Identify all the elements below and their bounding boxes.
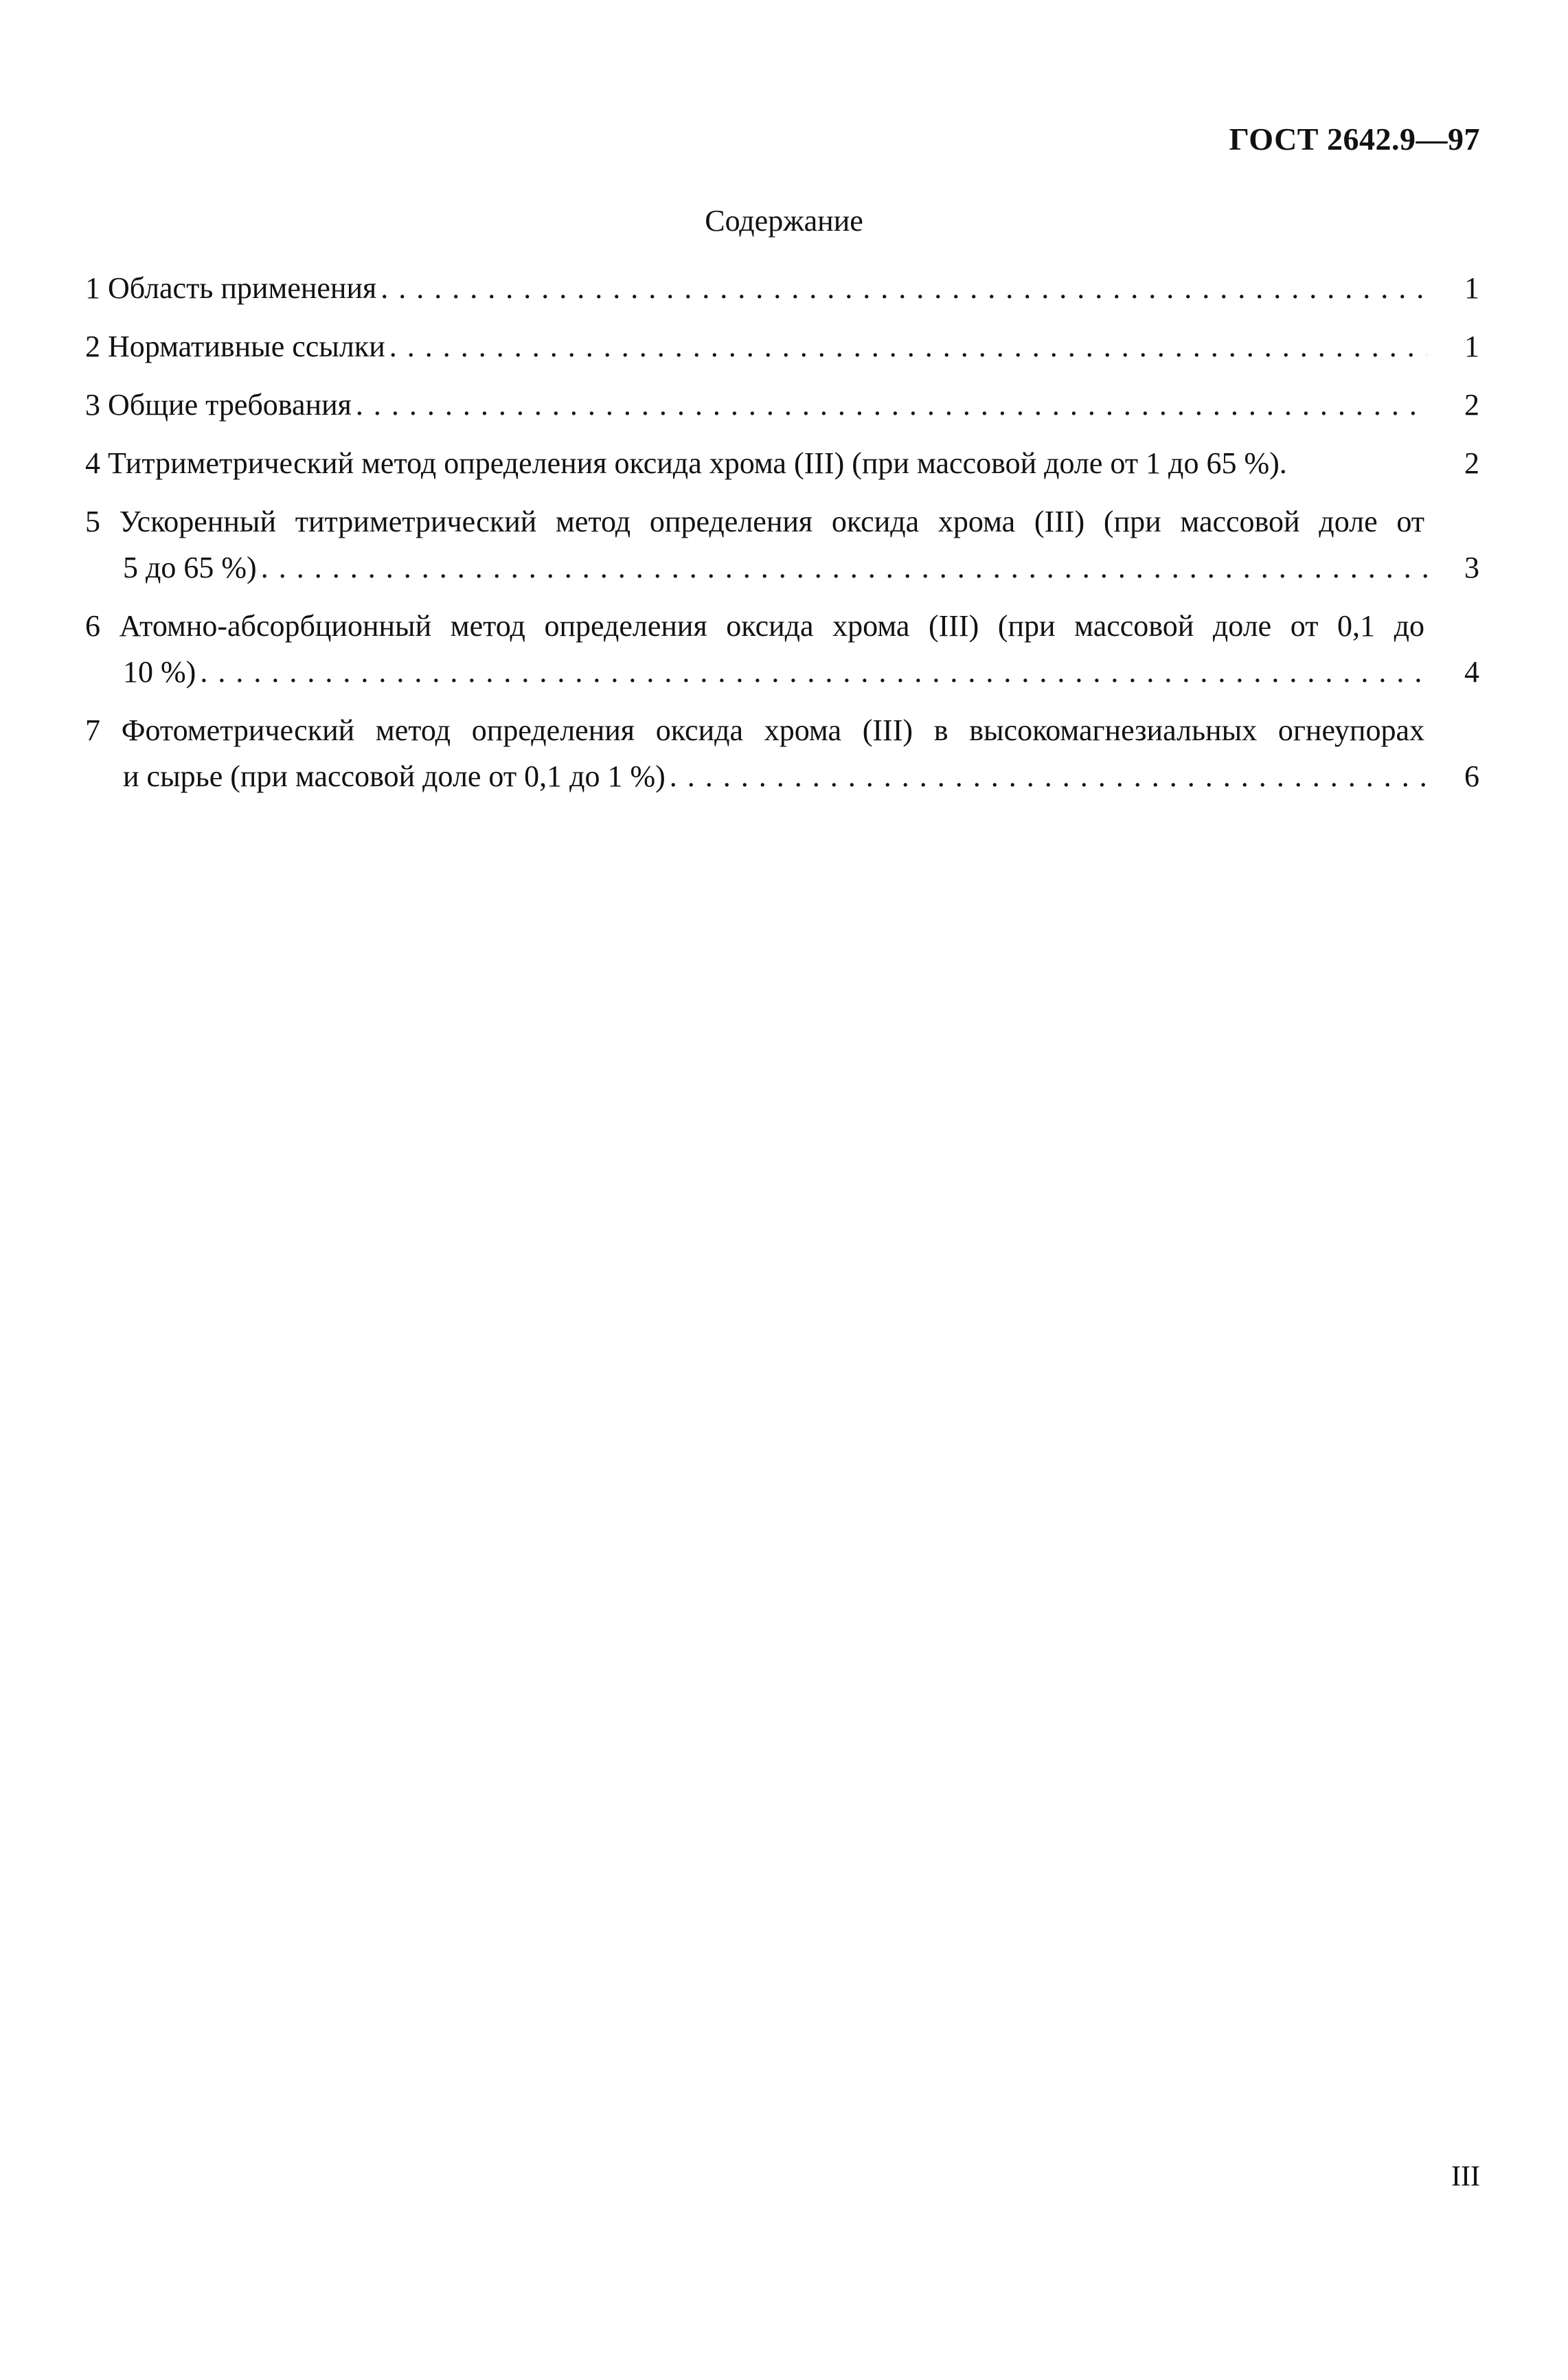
toc-title: Содержание xyxy=(705,204,863,238)
toc-entry[interactable] xyxy=(85,265,1479,311)
toc-entry-title-continued: 5 до 65 %) xyxy=(123,551,257,584)
toc-entry-page: 3 xyxy=(1464,551,1479,584)
toc-entry-title: 2 Нормативные ссылки xyxy=(85,330,385,363)
toc-entry[interactable] xyxy=(85,603,1479,695)
toc-entry-title-continued: 10 %) xyxy=(123,655,196,689)
toc-entry-page: 4 xyxy=(1464,655,1479,689)
document-code: ГОСТ 2642.9—97 xyxy=(1229,122,1480,157)
dot-leader xyxy=(670,753,1427,799)
dot-leader xyxy=(389,323,1427,369)
toc-entry-page: 2 xyxy=(1464,446,1479,480)
toc-entry-title: 1 Область применения xyxy=(85,271,377,305)
toc-entry-title: 3 Общие требования xyxy=(85,388,352,422)
toc-entry-title: 6 Атомно-абсорбционный метод определения оксида хрома (III) (при массовой доле от 0,1 до xyxy=(85,609,1424,643)
toc-entry-page: 1 xyxy=(1464,271,1479,305)
toc-entry-page: 2 xyxy=(1464,388,1479,422)
toc-entry[interactable] xyxy=(85,440,1479,486)
dot-leader xyxy=(200,649,1427,695)
toc-entry-title-continued: и сырье (при массовой доле от 0,1 до 1 %) xyxy=(123,759,666,793)
toc-entry[interactable] xyxy=(85,382,1479,428)
table-of-contents xyxy=(85,265,1479,812)
dot-leader xyxy=(356,382,1427,428)
toc-entry-title: 5 Ускоренный титриметрический метод определения оксида хрома (III) (при массовой доле от xyxy=(85,505,1424,538)
toc-entry-title: 7 Фотометрический метод определения оксида хрома (III) в высокомагнезиальных огнеупорах xyxy=(85,713,1424,747)
toc-entry-page: 6 xyxy=(1464,759,1479,793)
page-number: III xyxy=(1451,2161,1480,2193)
dot-leader xyxy=(380,265,1427,311)
toc-entry[interactable] xyxy=(85,499,1479,591)
toc-entry-title: 4 Титриметрический метод определения оксида хрома (III) (при массовой доле от 1 до 65 %). xyxy=(85,446,1287,480)
toc-entry[interactable] xyxy=(85,323,1479,369)
toc-entry-page: 1 xyxy=(1464,330,1479,363)
toc-entry[interactable] xyxy=(85,707,1479,799)
dot-leader xyxy=(261,545,1427,591)
